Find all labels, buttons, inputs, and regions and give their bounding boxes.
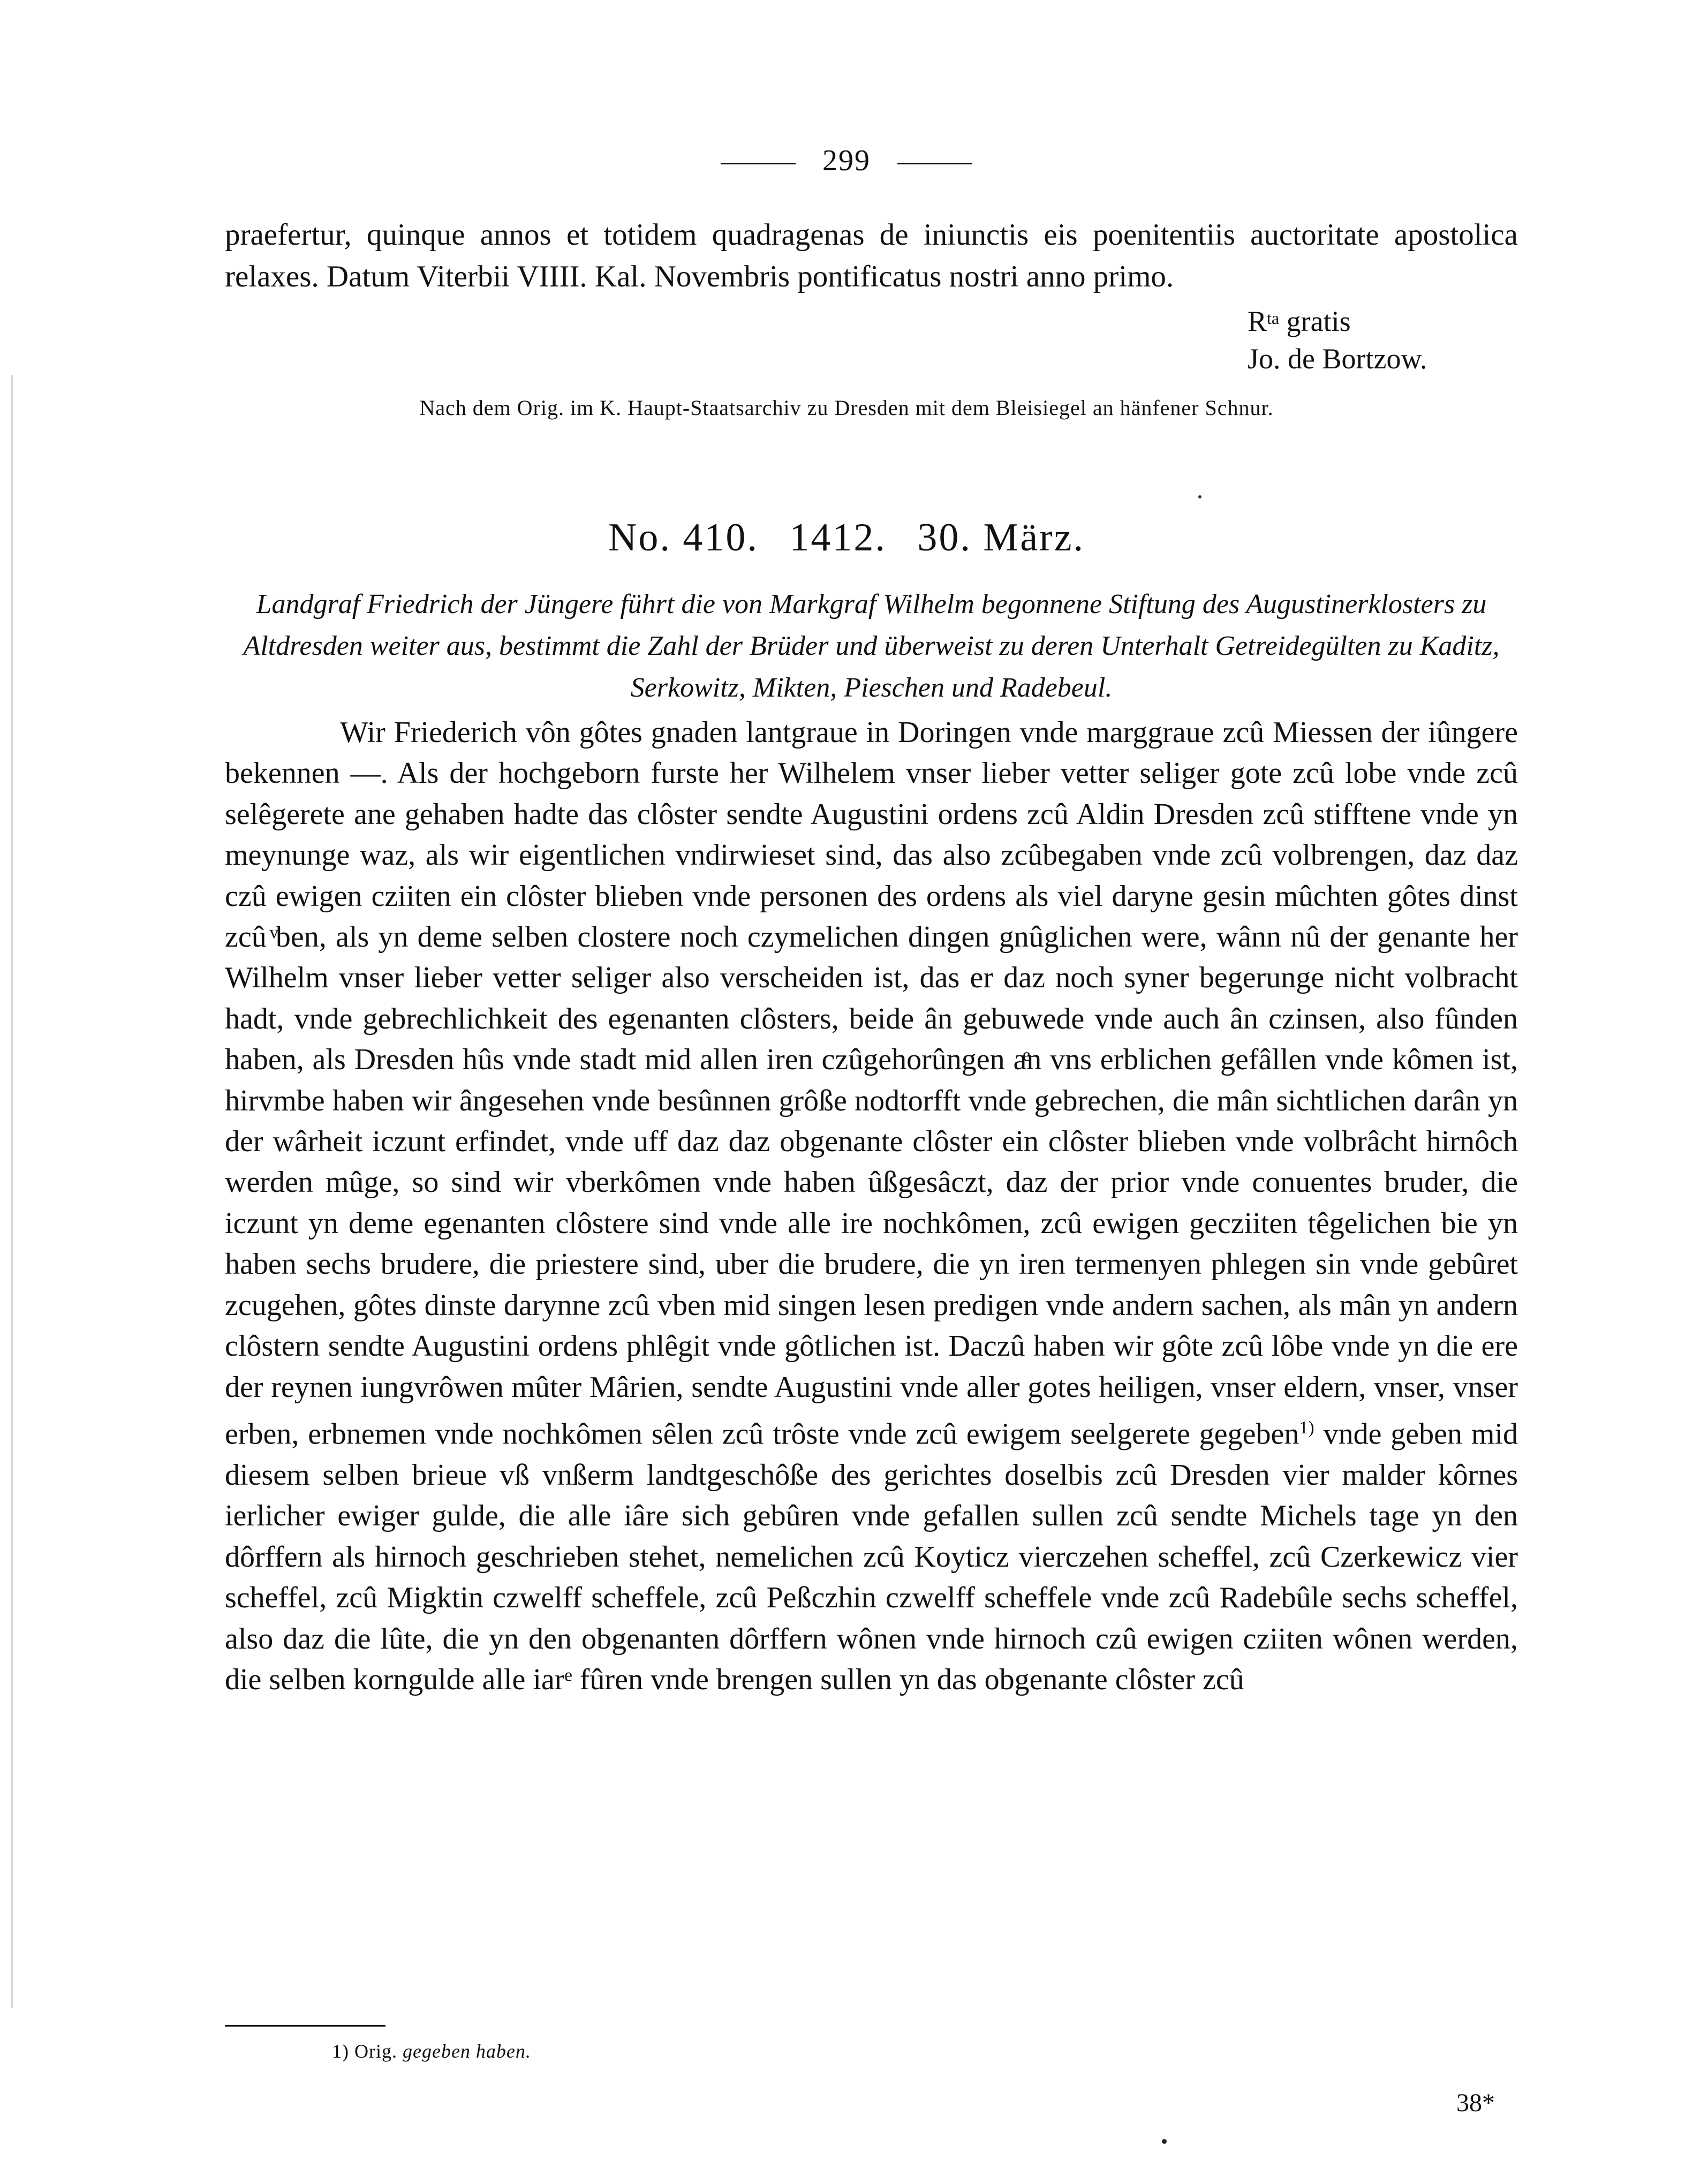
document-number: No. 410.	[608, 516, 759, 560]
footnote-prefix: Orig.	[354, 2041, 397, 2062]
source-note: Nach dem Orig. im K. Haupt-Staatsarchiv zu Dresden mit dem Bleisiegel an hänfener Schnur.	[419, 396, 1274, 420]
previous-document-text: praefertur, quinque annos et totidem quadragenas de iniunctis eis poenitentiis auctoritate apostolica relaxes. Datum Viterbii VIIII. Kal. Novembris pontificatus nostri anno primo.	[225, 218, 1518, 293]
signature-registration-rest: gratis	[1279, 305, 1351, 337]
scan-edge-shadow	[11, 375, 13, 2008]
signature-name: Jo. de Bortzow.	[1248, 343, 1427, 375]
footnote-divider	[225, 2025, 386, 2027]
header-dash-left	[721, 163, 796, 164]
footnote-reference: 1)	[1299, 1417, 1314, 1438]
document-year: 1412.	[789, 516, 887, 560]
page-number: 299	[822, 144, 871, 177]
signature-registration	[1248, 303, 1351, 340]
document-heading	[0, 515, 1693, 561]
scan-speck	[1198, 495, 1201, 498]
document-regest: Landgraf Friedrich der Jüngere führt die von Markgraf Wilhelm begonnene Stiftung des Augustinerklosters zu Altdresden weiter aus, bestimmt die Zahl der Brüder und überweist zu deren Unterhalt Getreidegülten zu Kaditz, Serkowitz, Mikten, Pieschen und Radebeul.	[243, 589, 1500, 703]
page-header	[0, 143, 1693, 178]
document-body	[225, 712, 1518, 1700]
document-body-part2: vnde geben mid diesem selben brieue vß vnßerm landtgeschôße des gerichtes doselbis zcû Dresden vier malder kôrnes ierlicher ewiger gulde, die alle iâre sich gebûren vnde gefallen sullen zcû sendte Michels tage yn den dôrffern als hirnoch geschrieben stehet, nemelichen zcû Koyticz vierczehen scheffel, zcû Czerkewicz vier scheffel, zcû Migktin czwelff scheffele, zcû Peßczhin czwelff scheffele vnde zcû Radebûle sechs scheffel, also daz die lûte, die yn den obgenanten dôrffern wônen vnde hirnoch czû ewigen cziiten wônen werden, die selben korngulde alle iarᵉ fûren vnde brengen sullen yn das obgenante clôster zcû	[225, 1417, 1518, 1696]
scan-speck-bottom	[1162, 2139, 1167, 2144]
footnote-marker: 1)	[332, 2041, 349, 2062]
sheet-signature-mark: 38*	[1456, 2089, 1495, 2117]
signature-registration-prefix: R	[1248, 305, 1267, 337]
document-date: 30. März.	[917, 516, 1085, 560]
document-body-part1: Wir Friederich vôn gôtes gnaden lantgraue in Doringen vnde marggraue zcû Miessen der iûngere bekennen —. Als der hochgeborn furste her Wilhelem vnser lieber vetter seliger gote zcû lobe vnde zcû selêgerete ane gehaben hadte das clôster sendte Augustini ordens zcû Aldin Dresden zcû stifftene vnde yn meynunge waz, als wir eigentlichen vndirwieset sind, das also zcûbegaben vnde zcû volbrengen, daz daz czû ewigen cziiten ein clôster blieben vnde personen des ordens als viel daryne gesin mûchten gôtes dinst zcû ͮben, als yn deme selben clostere noch czymelichen dingen gnûglichen were, wânn nû der genante her Wilhelm vnser lieber vetter seliger also verscheiden ist, das er daz noch syner begerunge nicht volbracht hadt, vnde gebrechlichkeit des egenanten clôsters, beide ân gebuwede vnde auch ân czinsen, also fûnden haben, als Dresden hûs vnde stadt mid allen iren czûgehorûngen aͤn vns erblichen gefâllen vnde kômen ist, hirvmbe haben wir ângesehen vnde besûnnen grôße nodtorfft vnde gebrechen, die mân sichtlichen darân yn der wârheit iczunt erfindet, vnde uff daz daz obgenante clôster ein clôster blieben vnde volbrâcht hirnôch werden mûge, so sind wir vberkômen vnde haben ûßgesâczt, daz der prior vnde conuentes bruder, die iczunt yn deme egenanten clôstere sind vnde alle ire nochkômen, zcû ewigen gecziiten têgelichen bie yn haben sechs brudere, die priestere sind, uber die brudere, die yn iren termenyen phlegen sin vnde gebûret zcugehen, gôtes dinste darynne zcû vben mid singen lesen predigen vnde andern sachen, als mân yn andern clôstern sendte Augustini ordens phlêgit vnde gôtlichen ist. Daczû haben wir gôte zcû lôbe vnde yn die ere der reynen iungvrôwen mûter Mârien, sendte Augustini vnde aller gotes heiligen, vnser eldern, vnser, vnser erben, erbnemen vnde nochkômen sêlen zcû trôste vnde zcû ewigem seelgerete gegeben	[225, 716, 1518, 1451]
header-dash-right	[897, 163, 972, 164]
footnote	[332, 2040, 531, 2062]
signature-registration-sup: ta	[1267, 308, 1280, 328]
footnote-italic: gegeben haben.	[403, 2041, 531, 2062]
